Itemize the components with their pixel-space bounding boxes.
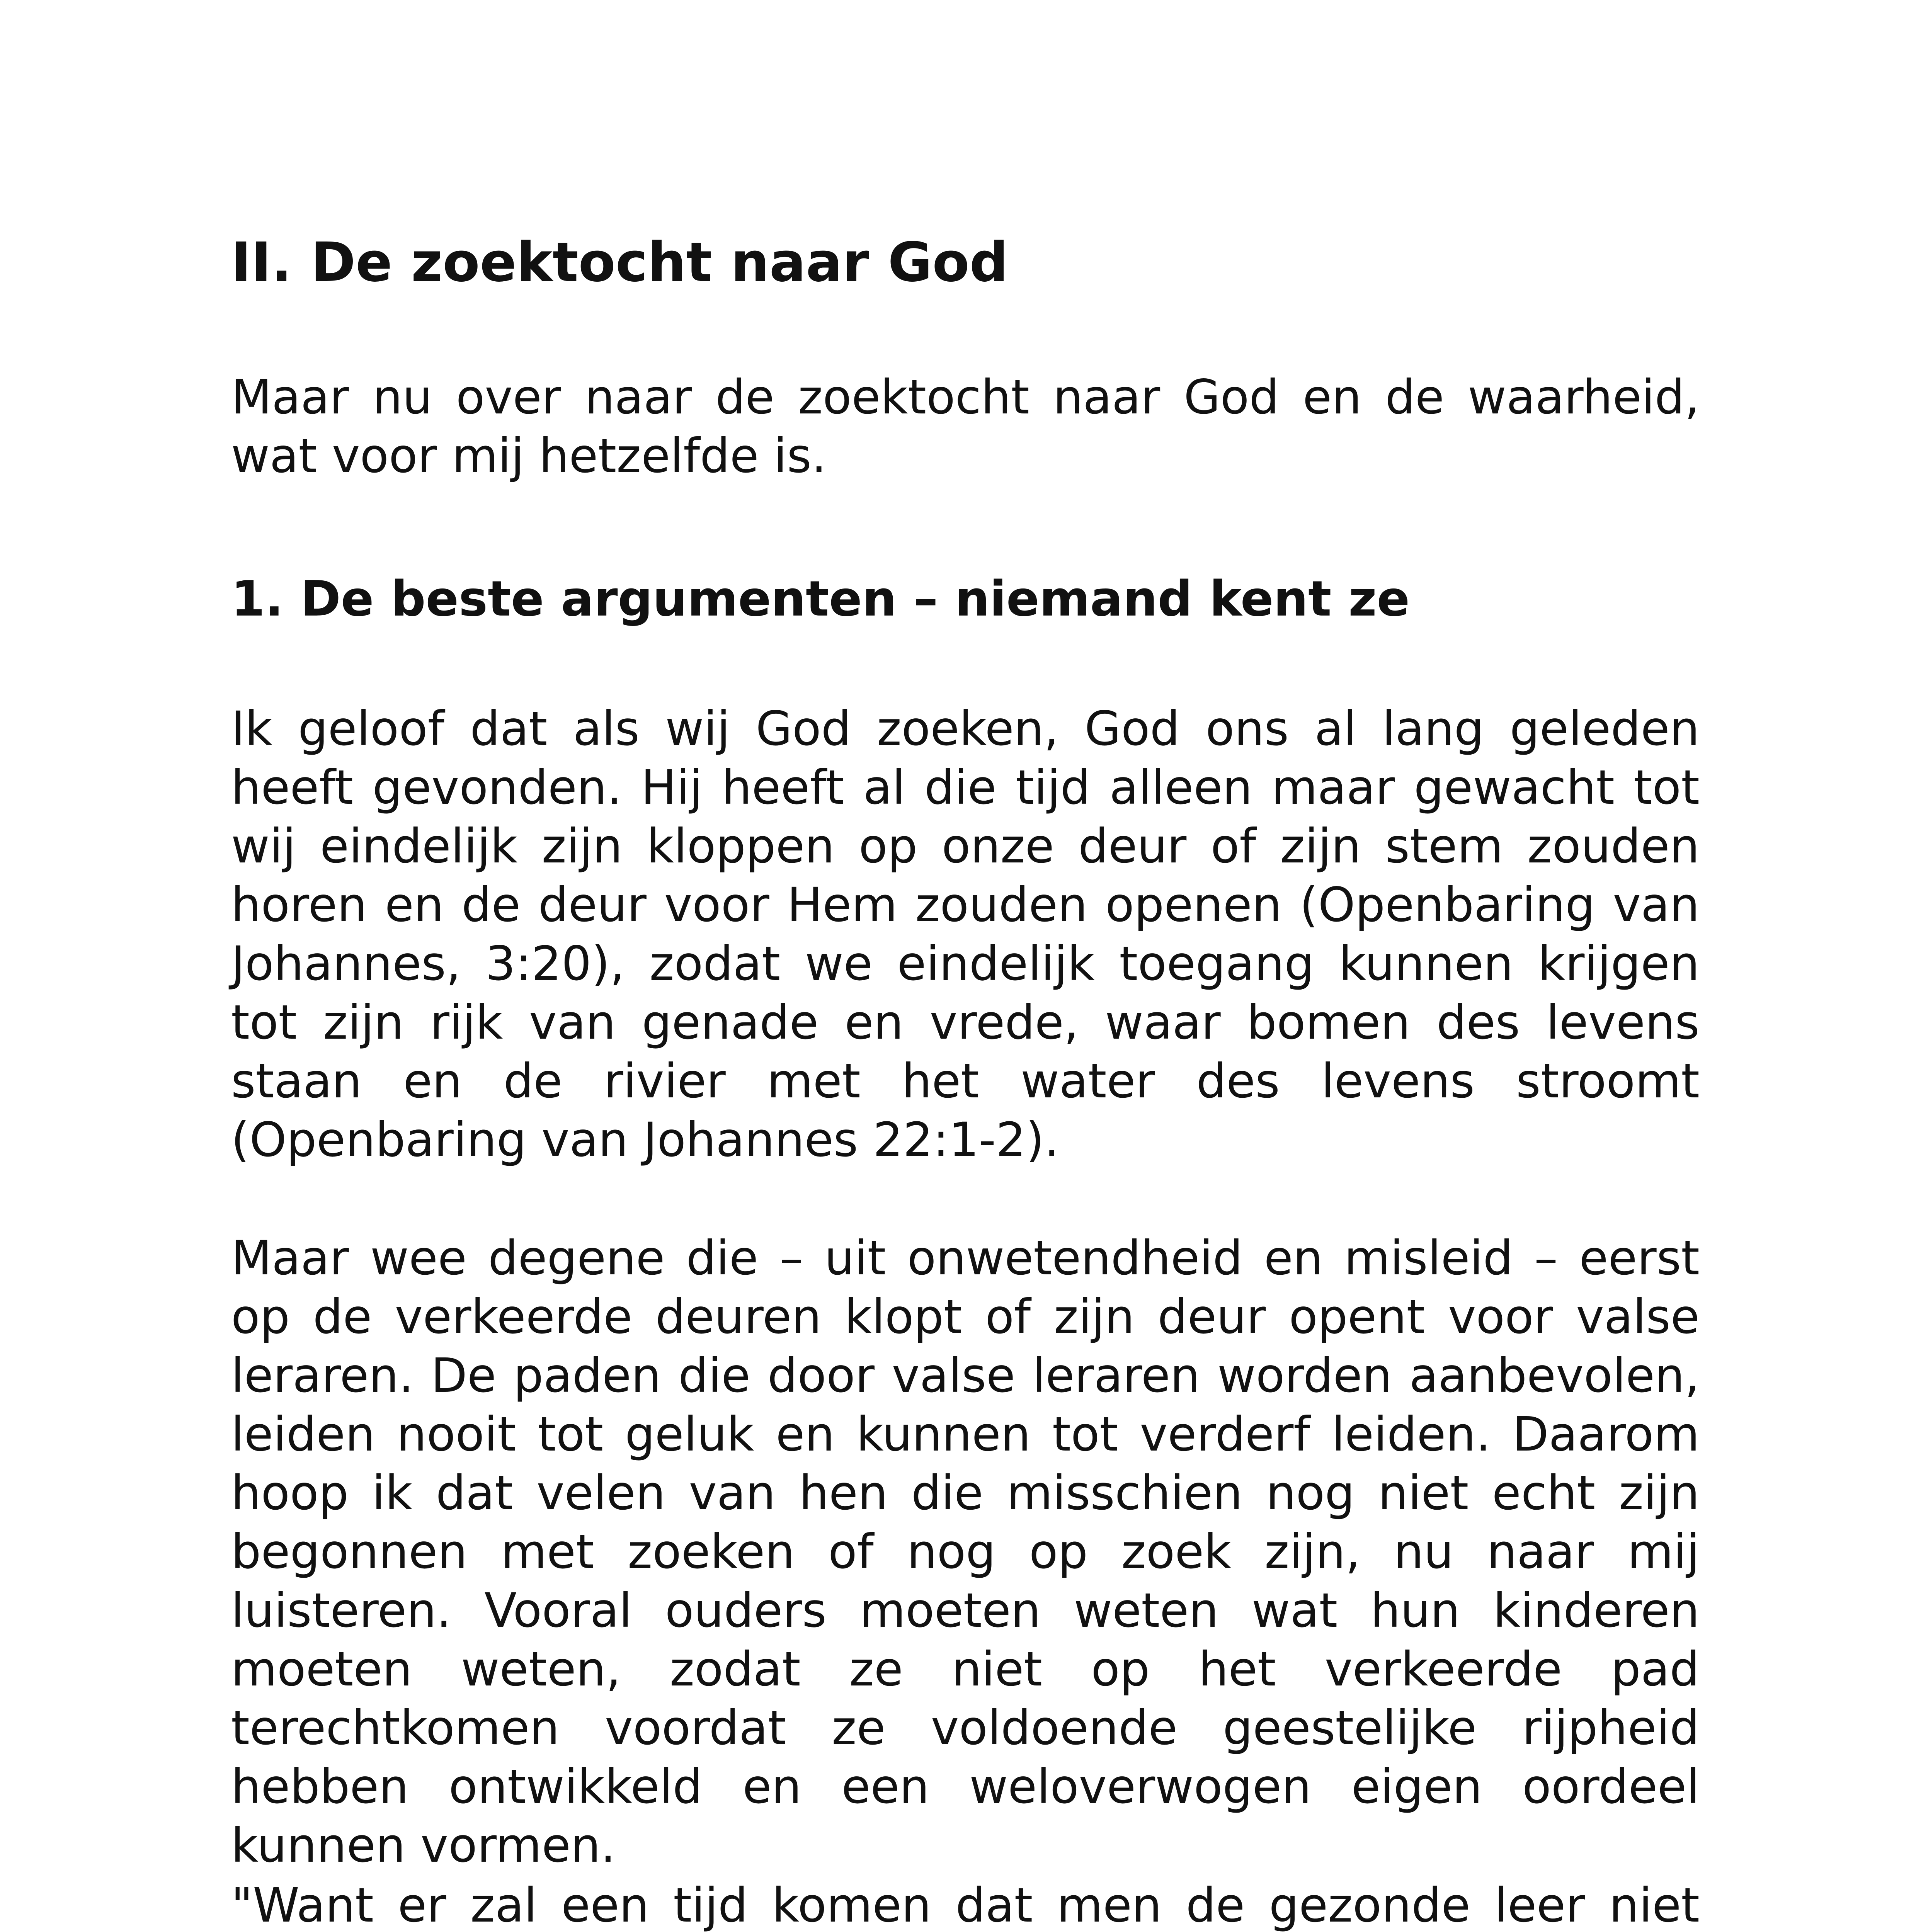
chapter-title: II. De zoektocht naar God xyxy=(231,231,1008,294)
body-paragraph: Maar wee degene die – uit onwetendheid en misleid – eerst op de verkeerde deuren klopt of zijn deur opent voor valse leraren. De paden die door valse leraren worden aanbevolen, leiden nooit tot geluk en kunnen tot verderf leiden. Daarom hoop ik dat velen van hen die misschien nog niet echt zijn begonnen met zoeken of nog op zoek zijn, nu naar mij luisteren. Vooral ouders moeten weten wat hun kinderen moeten weten, zodat ze niet op het verkeerde pad terechtkomen voordat ze voldoende geestelijke rijpheid hebben ontwikkeld en een weloverwogen eigen oordeel kunnen vormen. xyxy=(231,1231,1700,1873)
intro-paragraph: Maar nu over naar de zoektocht naar God en de waarheid, wat voor mij hetzelfde is. xyxy=(231,370,1700,483)
bible-quote-paragraph: "Want er zal een tijd komen dat men de gezonde leer niet xyxy=(231,1878,1700,1932)
body-paragraph: Ik geloof dat als wij God zoeken, God ons al lang geleden heeft gevonden. Hij heeft al die tijd alleen maar gewacht tot wij eindelijk zijn kloppen op onze deur of zijn stem zouden horen en de deur voor Hem zouden openen (Openbaring van Johannes, 3:20), zodat we eindelijk toegang kunnen krijgen tot zijn rijk van genade en vrede, waar bomen des levens staan en de rivier met het water des levens stroomt (Openbaring van Johannes 22:1-2). xyxy=(231,701,1700,1167)
section-title: 1. De beste argumenten – niemand kent ze xyxy=(231,570,1410,627)
